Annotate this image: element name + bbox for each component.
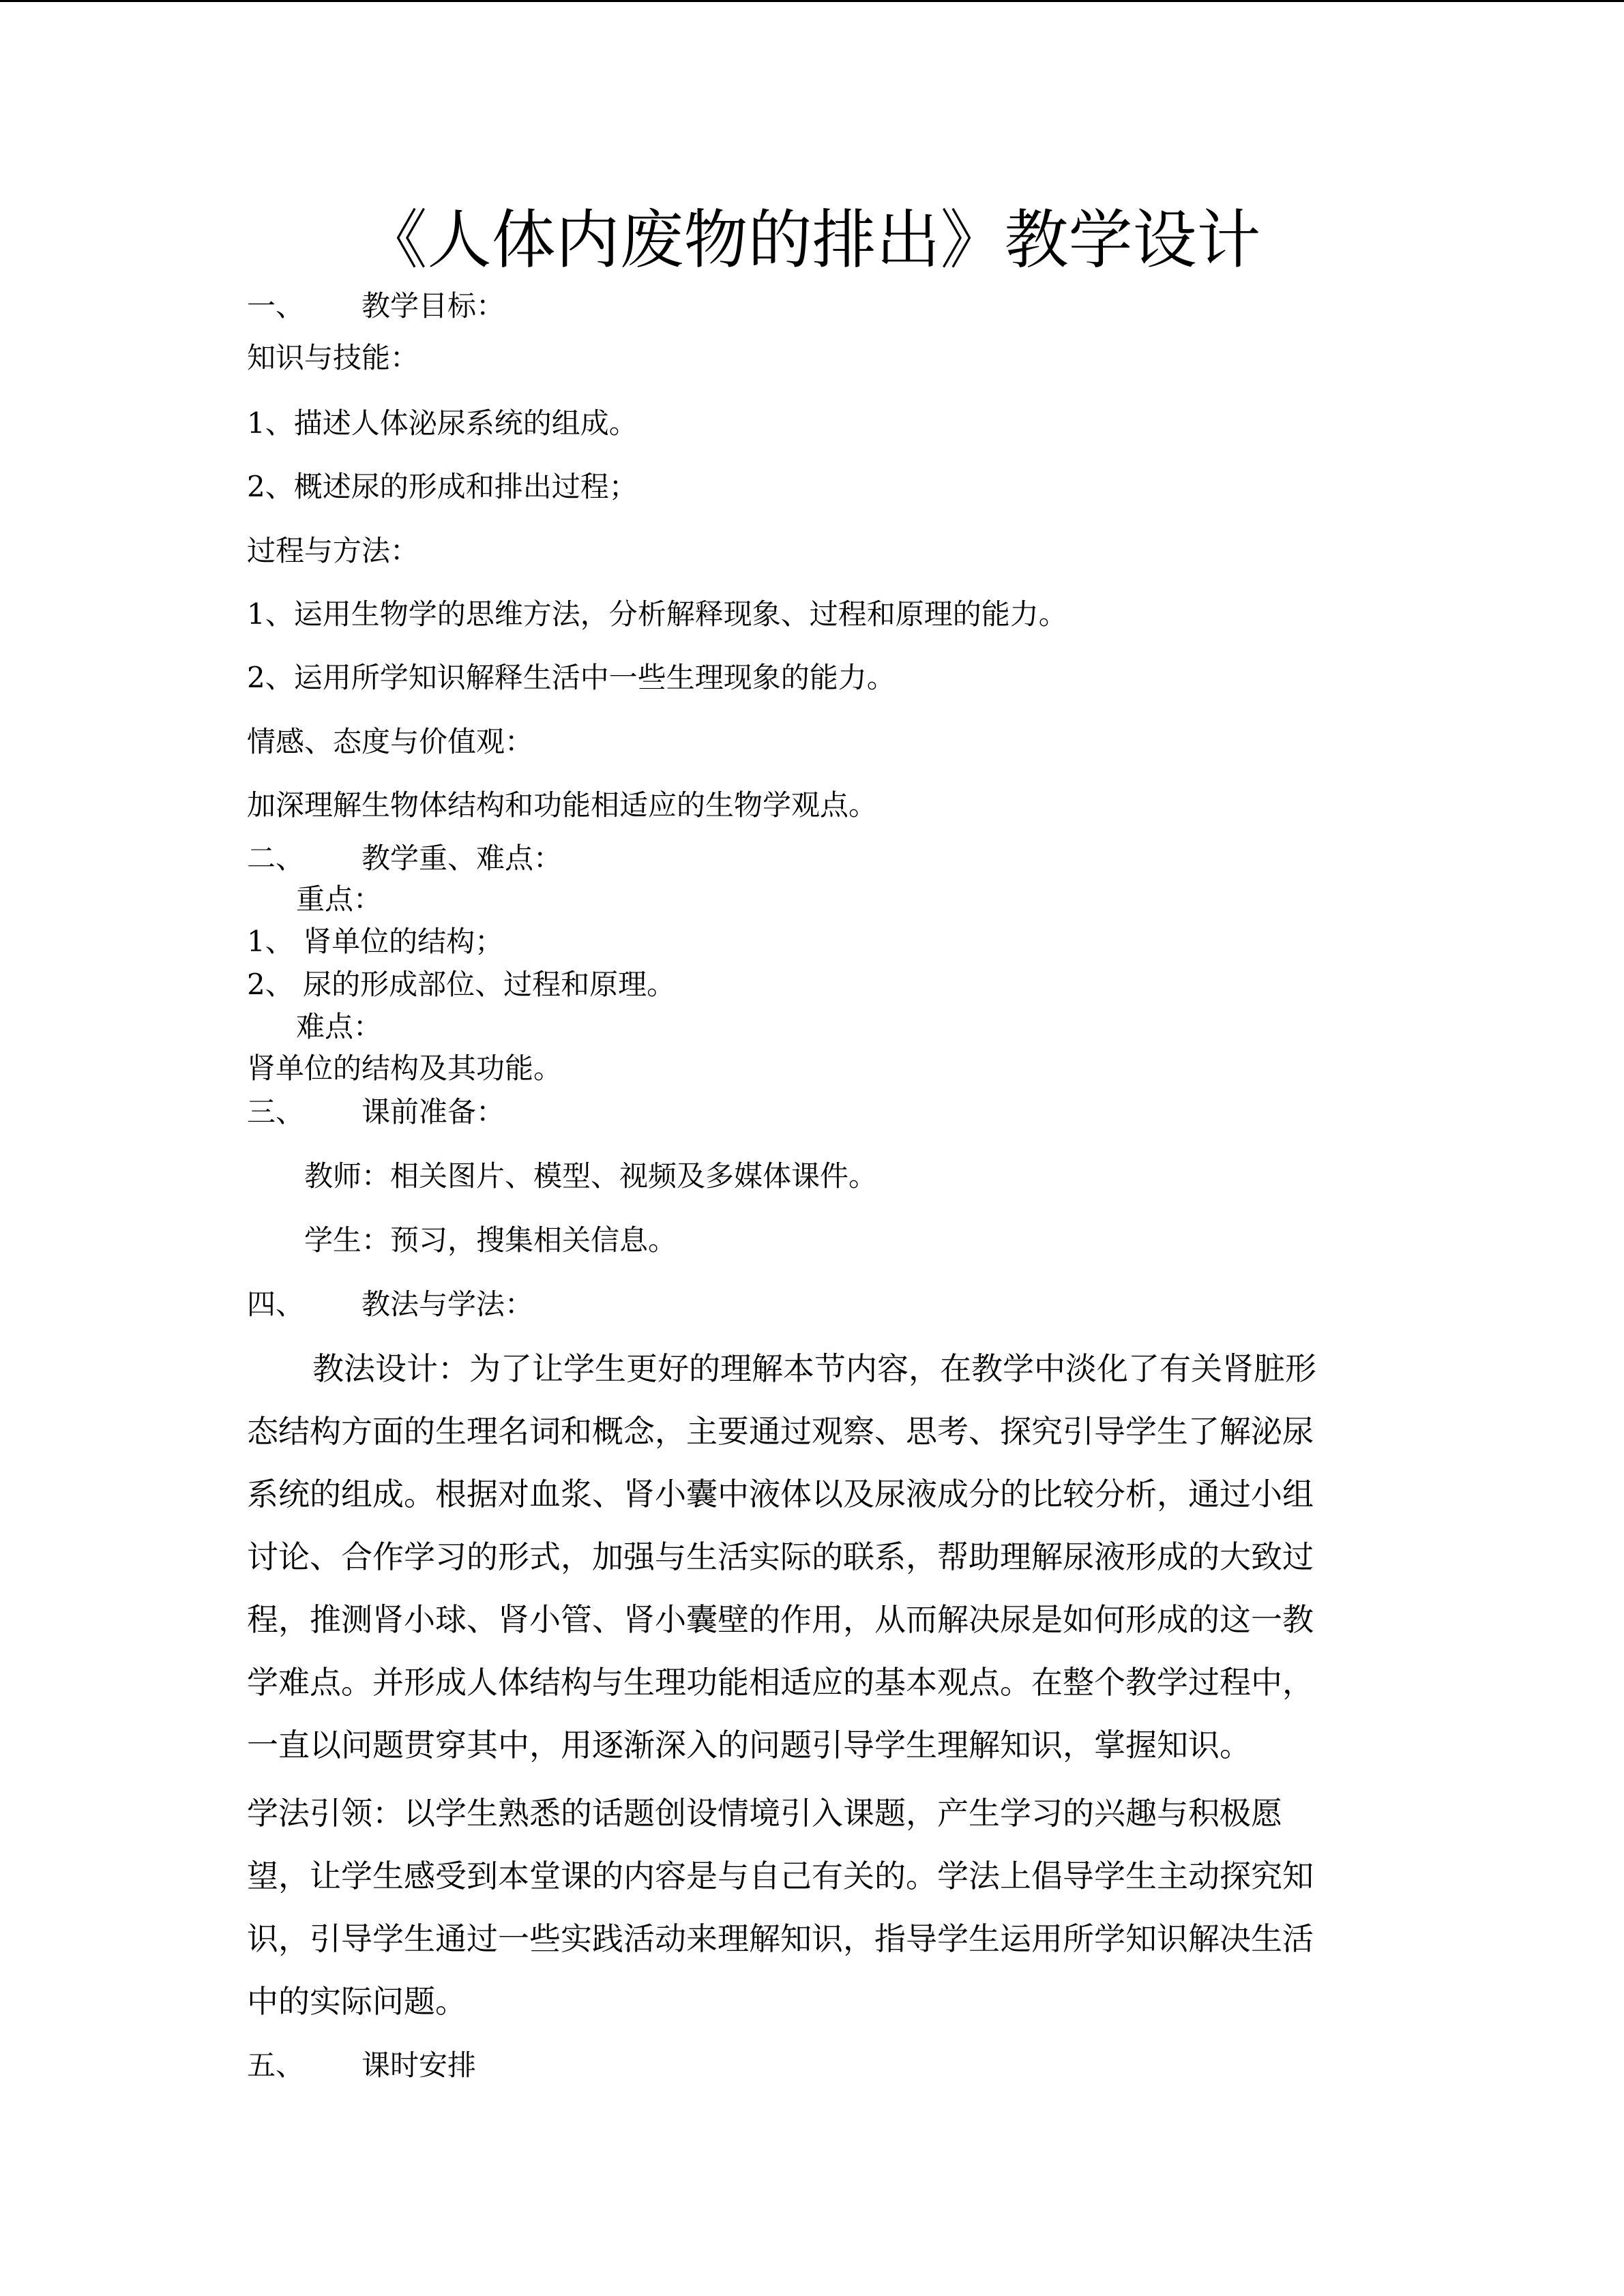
paragraph-line: 态结构方面的生理名词和概念，主要通过观察、思考、探究引导学生了解泌尿 xyxy=(247,1413,1314,1450)
teaching-method-paragraph xyxy=(247,1337,1360,1776)
paragraph-line: 学法引领：以学生熟悉的话题创设情境引入课题，产生学习的兴趣与积极愿 xyxy=(247,1795,1282,1832)
process-label: 过程与方法： xyxy=(247,534,419,567)
section-number: 五、 xyxy=(247,2048,305,2082)
process-item-2: 2、运用所学知识解释生活中一些生理现象的能力。 xyxy=(247,661,896,694)
paragraph-line: 讨论、合作学习的形式，加强与生活实际的联系，帮助理解尿液形成的大致过 xyxy=(247,1538,1314,1575)
section-number: 三、 xyxy=(247,1095,305,1129)
process-item-1: 1、运用生物学的思维方法，分析解释现象、过程和原理的能力。 xyxy=(247,597,1067,631)
section-title: 课前准备： xyxy=(361,1095,505,1129)
emotion-item-1: 加深理解生物体结构和功能相适应的生物学观点。 xyxy=(247,788,878,822)
section-5-heading xyxy=(247,2046,476,2085)
knowledge-item-1: 1、描述人体泌尿系统的组成。 xyxy=(247,406,638,440)
document-title: 《人体内废物的排出》教学设计 xyxy=(363,203,1261,278)
knowledge-item-2: 2、概述尿的形成和排出过程； xyxy=(247,470,638,503)
section-number: 一、 xyxy=(247,289,305,323)
key-point-2: 2、 尿的形成部位、过程和原理。 xyxy=(247,968,676,1001)
section-2-heading xyxy=(247,839,562,878)
key-points-label: 重点： xyxy=(296,882,383,916)
paragraph-line: 学难点。并形成人体结构与生理功能相适应的基本观点。在整个教学过程中， xyxy=(247,1664,1314,1701)
teacher-prep: 教师：相关图片、模型、视频及多媒体课件。 xyxy=(304,1159,878,1193)
paragraph-line: 一直以问题贯穿其中，用逐渐深入的问题引导学生理解知识，掌握知识。 xyxy=(247,1727,1251,1763)
difficulty-label: 难点： xyxy=(296,1010,383,1043)
paragraph-line: 识，引导学生通过一些实践活动来理解知识，指导学生运用所学知识解决生活 xyxy=(247,1920,1314,1957)
paragraph-line: 教法设计：为了让学生更好的理解本节内容，在教学中淡化了有关肾脏形 xyxy=(312,1350,1316,1387)
paragraph-line: 程，推测肾小球、肾小管、肾小囊壁的作用，从而解决尿是如何形成的这一教 xyxy=(247,1601,1314,1638)
section-number: 四、 xyxy=(247,1287,305,1321)
knowledge-label: 知识与技能： xyxy=(247,341,419,374)
paragraph-line: 望，让学生感受到本堂课的内容是与自己有关的。学法上倡导学生主动探究知 xyxy=(247,1858,1314,1894)
section-title: 教学目标： xyxy=(361,289,505,323)
section-1-heading xyxy=(247,287,505,325)
difficulty-item-1: 肾单位的结构及其功能。 xyxy=(247,1052,563,1085)
section-title: 教学重、难点： xyxy=(361,841,563,875)
section-3-heading xyxy=(247,1093,505,1131)
learning-method-paragraph xyxy=(247,1782,1360,2033)
student-prep: 学生：预习，搜集相关信息。 xyxy=(304,1223,677,1257)
section-number: 二、 xyxy=(247,841,305,875)
section-title: 教法与学法： xyxy=(361,1287,534,1321)
paragraph-line: 中的实际问题。 xyxy=(247,1983,467,2020)
paragraph-line: 系统的组成。根据对血浆、肾小囊中液体以及尿液成分的比较分析，通过小组 xyxy=(247,1476,1314,1512)
key-point-1: 1、 肾单位的结构； xyxy=(247,925,504,958)
emotion-label: 情感、态度与价值观： xyxy=(247,725,534,758)
section-4-heading xyxy=(247,1285,533,1324)
section-title: 课时安排 xyxy=(361,2048,477,2082)
